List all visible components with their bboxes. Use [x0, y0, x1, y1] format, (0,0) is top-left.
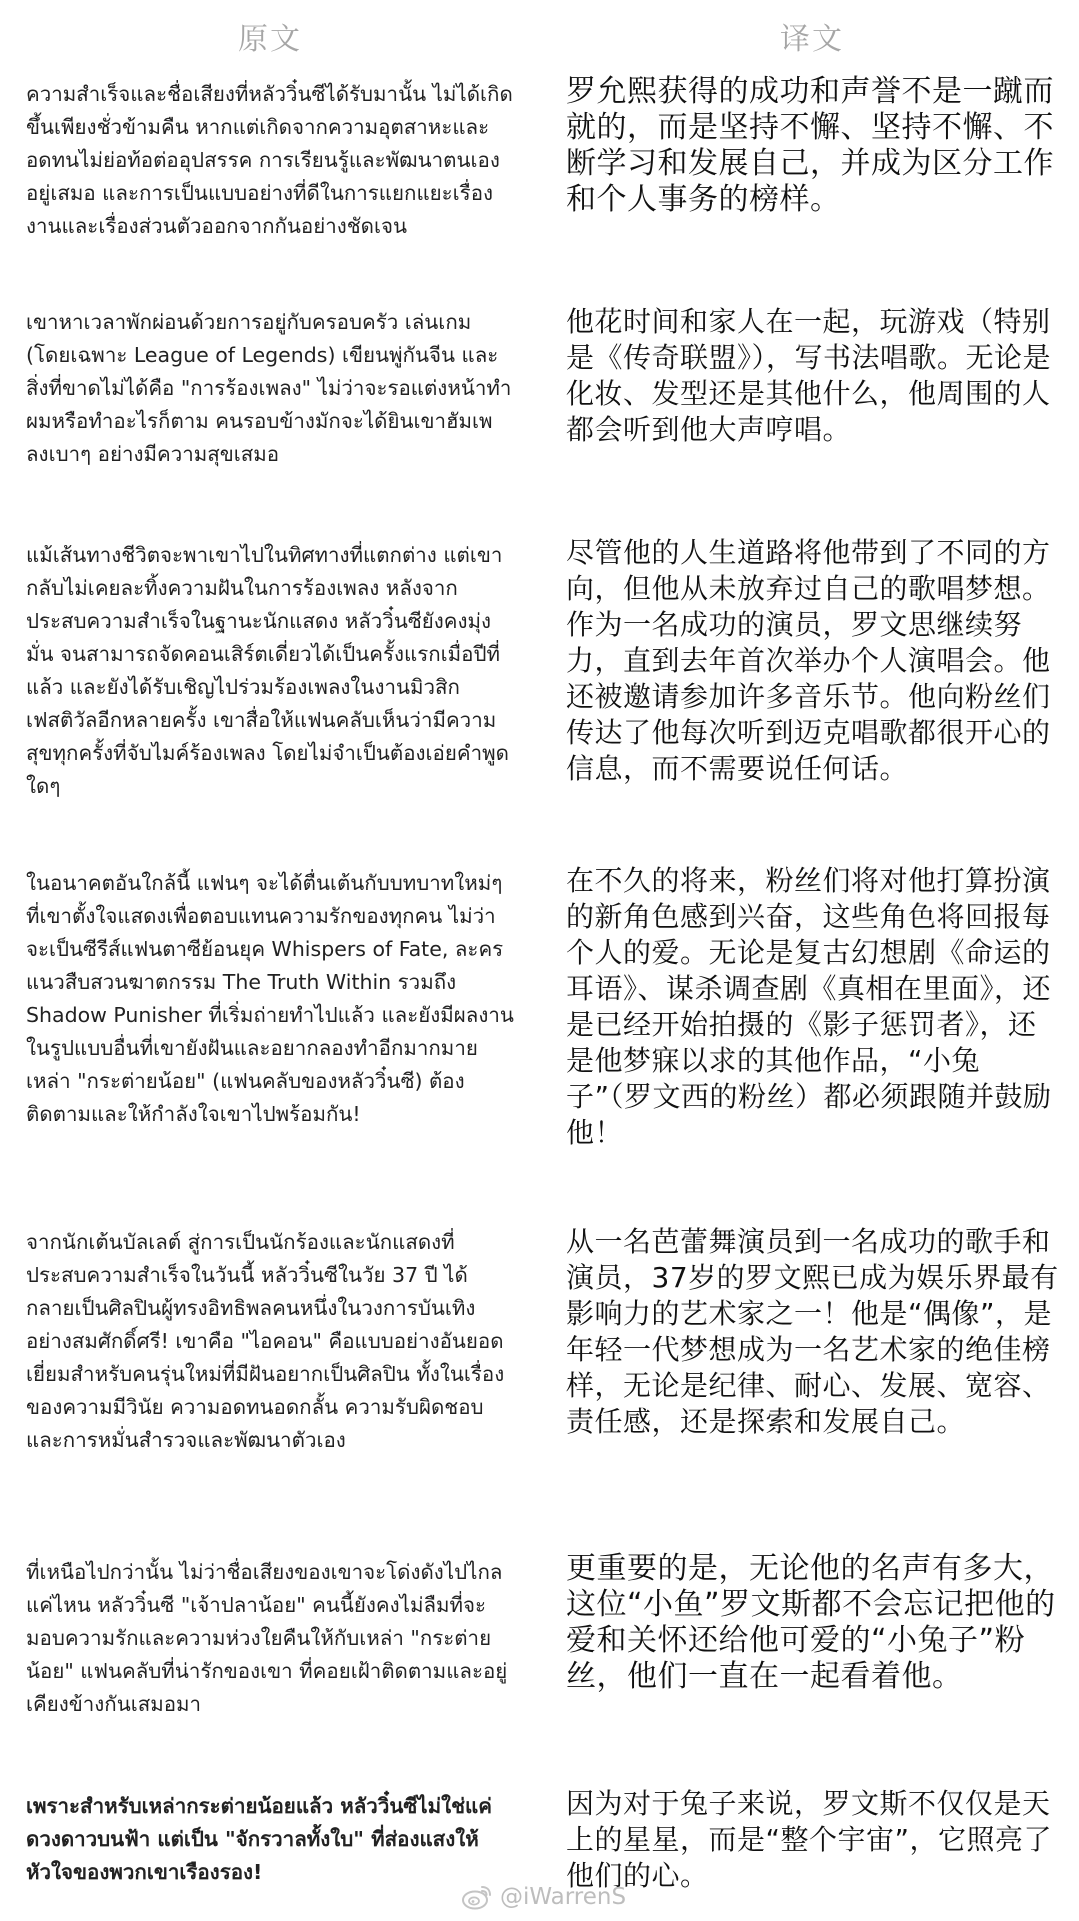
thai-paragraph-5: จากนักเต้นบัลเลต์ สู่การเป็นนักร้องและนักแสดงที่ประสบความสำเร็จในวันนี้ หลัววิ๋นซีในวัย 37 ปี ได้กลายเป็นศิลปินผู้ทรงอิทธิพลคนหนึ่งในวงการบันเทิงอย่างสมศักดิ์ศรี! เขาคือ "ไอคอน" คือแบบอย่างอันยอดเยี่ยมสำหรับคนรุ่นใหม่ที่มีฝันอยากเป็นศิลปิน ทั้งในเรื่องของความมีวินัย ความอดทนอดกลั้น ความรับผิดชอบ และการหมั่นสำรวจและพัฒนาตัวเอง [26, 1230, 505, 1452]
chinese-paragraph-4: 在不久的将来，粉丝们将对他打算扮演的新角色感到兴奋，这些角色将回报每个人的爱。无论是复古幻想剧《命运的耳语》、谋杀调查剧《真相在里面》，还是已经开始拍摄的《影子惩罚者》，还是他梦寐以求的其他作品，“小兔子”（罗文西的粉丝）都必须跟随并鼓励他！ [566, 864, 1052, 1149]
watermark-handle: @iWarrenS [500, 1884, 627, 1910]
weibo-icon [462, 1884, 492, 1910]
thai-paragraph-4: ในอนาคตอันใกล้นี้ แฟนๆ จะได้ตื่นเต้นกับบทบาทใหม่ๆ ที่เขาตั้งใจแสดงเพื่อตอบแทนความรักของทุกคน ไม่ว่าจะเป็นซีรีส์แฟนตาซีย้อนยุค Whispers of Fate, ละครแนวสืบสวนฆาตกรรม The Truth Within รวมถึง Shadow Punisher ที่เริ่มถ่ายทำไปแล้ว และยังมีผลงานในรูปแบบอื่นที่เขายังฝันและอยากลองทำอีกมากมาย เหล่า "กระต่ายน้อย" (แฟนคลับของหลัววิ๋นซี) ต้องติดตามและให้กำลังใจเขาไปพร้อมกัน! [26, 871, 514, 1126]
thai-paragraph-1: ความสำเร็จและชื่อเสียงที่หลัววิ๋นซีได้รับมานั้น ไม่ได้เกิดขึ้นเพียงชั่วข้ามคืน หากแต่เกิดจากความอุตสาหะและอดทนไม่ย่อท้อต่ออุปสรรค การเรียนรู้และพัฒนาตนเองอยู่เสมอ และการเป็นแบบอย่างที่ดีในการแยกแยะเรื่องงานและเรื่องส่วนตัวออกจากกันอย่างชัดเจน [26, 82, 513, 238]
translation-column-header: 译文 [780, 22, 844, 57]
original-column-header: 原文 [238, 22, 302, 57]
chinese-paragraph-3: 尽管他的人生道路将他带到了不同的方向，但他从未放弃过自己的歌唱梦想。作为一名成功的演员，罗文思继续努力，直到去年首次举办个人演唱会。他还被邀请参加许多音乐节。他向粉丝们传达了他每次听到迈克唱歌都很开心的信息，而不需要说任何话。 [566, 536, 1051, 785]
thai-paragraph-2: เขาหาเวลาพักผ่อนด้วยการอยู่กับครอบครัว เล่นเกม (โดยเฉพาะ League of Legends) เขียนพู่กันจีน และสิ่งที่ขาดไม่ได้คือ "การร้องเพลง" ไม่ว่าจะรอแต่งหน้าทำผมหรือทำอะไรก็ตาม คนรอบข้างมักจะได้ยินเขาฮัมเพลงเบาๆ อย่างมีความสุขเสมอ [26, 310, 512, 466]
thai-paragraph-3: แม้เส้นทางชีวิตจะพาเขาไปในทิศทางที่แตกต่าง แต่เขากลับไม่เคยละทิ้งความฝันในการร้องเพลง หลังจากประสบความสำเร็จในฐานะนักแสดง หลัววิ๋นซียังคงมุ่งมั่น จนสามารถจัดคอนเสิร์ตเดี่ยวได้เป็นครั้งแรกเมื่อปีที่แล้ว และยังได้รับเชิญไปร่วมร้องเพลงในงานมิวสิกเฟสติวัลอีกหลายครั้ง เขาสื่อให้แฟนคลับเห็นว่ามีความสุขทุกครั้งที่จับไมค์ร้องเพลง โดยไม่จำเป็นต้องเอ่ยคำพูดใดๆ [26, 543, 509, 798]
chinese-paragraph-6: 更重要的是，无论他的名声有多大，这位“小鱼”罗文斯都不会忘记把他的爱和关怀还给他可爱的“小兔子”粉丝，他们一直在一起看着他。 [566, 1551, 1056, 1694]
thai-paragraph-6: ที่เหนือไปกว่านั้น ไม่ว่าชื่อเสียงของเขาจะโด่งดังไปไกลแค่ไหน หลัววิ๋นซี "เจ้าปลาน้อย" คนนี้ยังคงไม่ลืมที่จะมอบความรักและความห่วงใยคืนให้กับเหล่า "กระต่ายน้อย" แฟนคลับที่น่ารักของเขา ที่คอยเฝ้าติดตามและอยู่เคียงข้างกันเสมอมา [26, 1560, 508, 1716]
thai-paragraph-7: เพราะสำหรับเหล่ากระต่ายน้อยแล้ว หลัววิ๋นซีไม่ใช่แค่ดวงดาวบนฟ้า แต่เป็น "จักรวาลทั้งใบ" ที่ส่องแสงให้หัวใจของพวกเขาเรืองรอง! [26, 1794, 492, 1884]
weibo-watermark [462, 1880, 626, 1914]
chinese-paragraph-1: 罗允熙获得的成功和声誉不是一蹴而就的，而是坚持不懈、坚持不懈、不断学习和发展自己，并成为区分工作和个人事务的榜样。 [566, 74, 1054, 217]
chinese-paragraph-7: 因为对于兔子来说，罗文斯不仅仅是天上的星星，而是“整个宇宙”，它照亮了他们的心。 [566, 1787, 1053, 1892]
chinese-paragraph-5: 从一名芭蕾舞演员到一名成功的歌手和演员，37岁的罗文熙已成为娱乐界最有影响力的艺术家之一！他是“偶像”，是年轻一代梦想成为一名艺术家的绝佳榜样，无论是纪律、耐心、发展、宽容、责任感，还是探索和发展自己。 [566, 1225, 1059, 1438]
chinese-paragraph-2: 他花时间和家人在一起，玩游戏（特别是《传奇联盟》），写书法唱歌。无论是化妆、发型还是其他什么，他周围的人都会听到他大声哼唱。 [566, 305, 1052, 446]
